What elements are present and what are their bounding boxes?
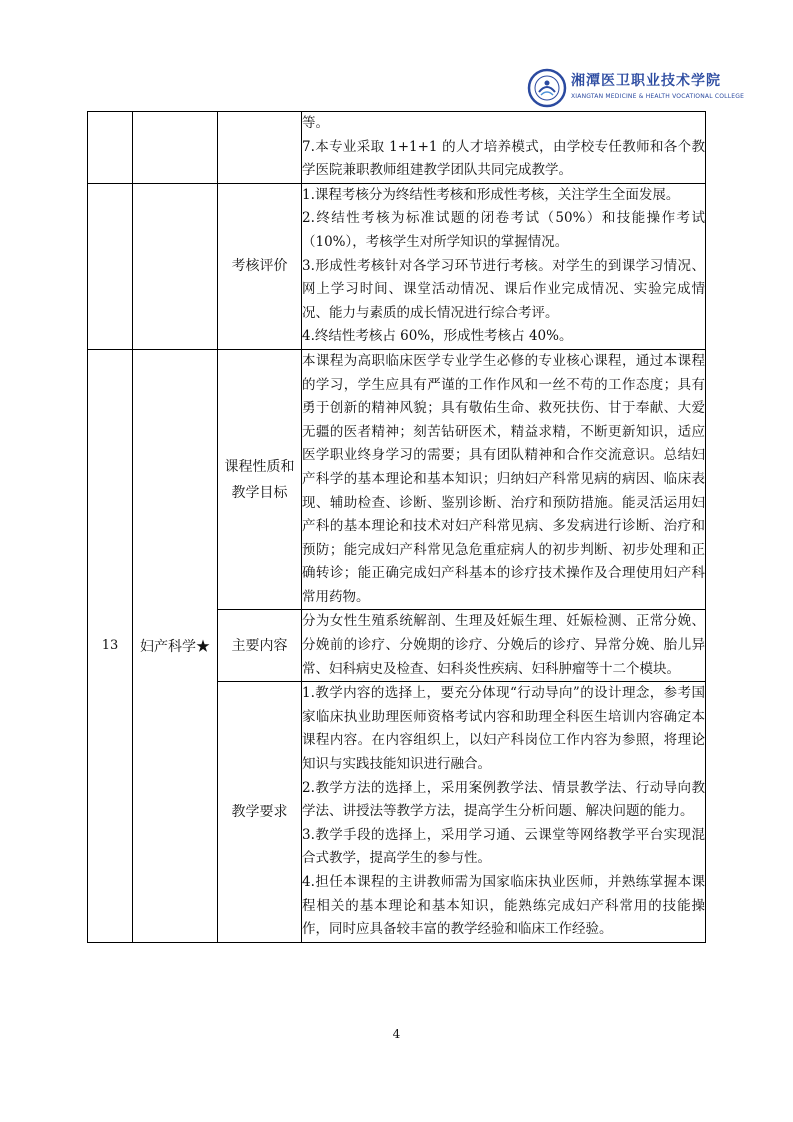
college-emblem-icon (527, 68, 567, 108)
nature-label: 课程性质和教学目标 (218, 349, 302, 610)
college-name-en: XIANGTAN MEDICINE & HEALTH VOCATIONAL COLLEGE (571, 93, 745, 100)
table-row (88, 349, 706, 610)
text-paragraph: 3.形成性考核针对各学习环节进行考核。对学生的到课学习情况、网上学习时间、课堂活动情况、课后作业完成情况、实验完成情况、能力与素质的成长情况进行综合考评。 (302, 257, 705, 321)
empty-cell (133, 112, 218, 184)
empty-cell (88, 112, 133, 184)
text-paragraph: 1.课程考核分为终结性考核和形成性考核，关注学生全面发展。 (302, 186, 680, 203)
assessment-label: 考核评价 (218, 183, 302, 349)
course-number: 13 (88, 349, 133, 942)
empty-cell (218, 112, 302, 184)
course-name: 妇产科学★ (133, 349, 218, 942)
empty-cell (133, 183, 218, 349)
empty-cell (88, 183, 133, 349)
text-paragraph: 1.教学内容的选择上，要充分体现“行动导向”的设计理念，参考国家临床执业助理医师资格考试内容和助理全科医生培训内容确定本课程内容。在内容组织上，以妇产科岗位工作内容为参照，将理论知识与实践技能知识进行融合。 (302, 685, 705, 773)
table-row (88, 183, 706, 349)
table-row (88, 112, 706, 184)
college-logo (527, 68, 745, 110)
text-paragraph: 2.教学方法的选择上，采用案例教学法、情景教学法、行动导向教学法、讲授法等教学方法，提高学生分析问题、解决问题的能力。 (302, 779, 705, 820)
teaching-requirements-continued (302, 112, 706, 184)
text-paragraph: 4.终结性考核占 60%，形成性考核占 40%。 (302, 328, 573, 345)
text-paragraph: 分为女性生殖系统解剖、生理及妊娠生理、妊娠检测、正常分娩、分娩前的诊疗、分娩期的诊疗、分娩后的诊疗、异常分娩、胎儿异常、妇科病史及检查、妇科炎性疾病、妇科肿瘤等十二个模块。 (302, 613, 705, 677)
assessment-content (302, 183, 706, 349)
text-paragraph: 3.教学手段的选择上，采用学习通、云课堂等网络教学平台实现混合式教学，提高学生的参与性。 (302, 826, 705, 867)
content-label: 主要内容 (218, 610, 302, 682)
text-paragraph: 2.终结性考核为标准试题的闭卷考试（50%）和技能操作考试（10%），考核学生对所学知识的掌握情况。 (302, 210, 705, 250)
college-name-cn: 湘潭医卫职业技术学院 (571, 73, 721, 89)
curriculum-table (87, 111, 706, 943)
text-paragraph: 4.担任本课程的主讲教师需为国家临床执业医师，并熟练掌握本课程相关的基本理论和基本知识，能熟练完成妇产科常用的技能操作，同时应具备较丰富的教学经验和临床工作经验。 (302, 874, 705, 938)
main-content (302, 610, 706, 682)
text-line: 等。 (302, 115, 329, 131)
text-paragraph: 7.本专业采取 1+1+1 的人才培养模式，由学校专任教师和各个教学医院兼职教师组建教学团队共同完成教学。 (302, 138, 705, 179)
requirements-content (302, 682, 706, 943)
nature-content (302, 349, 706, 610)
page-number: 4 (392, 1027, 401, 1041)
requirements-label: 教学要求 (218, 682, 302, 943)
text-paragraph: 本课程为高职临床医学专业学生必修的专业核心课程，通过本课程的学习，学生应具有严谨的工作作风和一丝不苟的工作态度；具有勇于创新的精神风貌；具有敬佑生命、救死扶伤、甘于奉献、大爱无疆的医者精神；刻苦钻研医术，精益求精，不断更新知识，适应医学职业终身学习的需要；具有团队精神和合作交流意识。总结妇产科学的基本理论和基本知识；归纳妇产科常见病的病因、临床表现、辅助检查、诊断、鉴别诊断、治疗和预防措施。能灵活运用妇产科的基本理论和技术对妇产科常见病、多发病进行诊断、治疗和预防；能完成妇产科常见急危重症病人的初步判断、初步处理和正确转诊；能正确完成妇产科基本的诊疗技术操作及合理使用妇产科常用药物。 (302, 352, 705, 605)
